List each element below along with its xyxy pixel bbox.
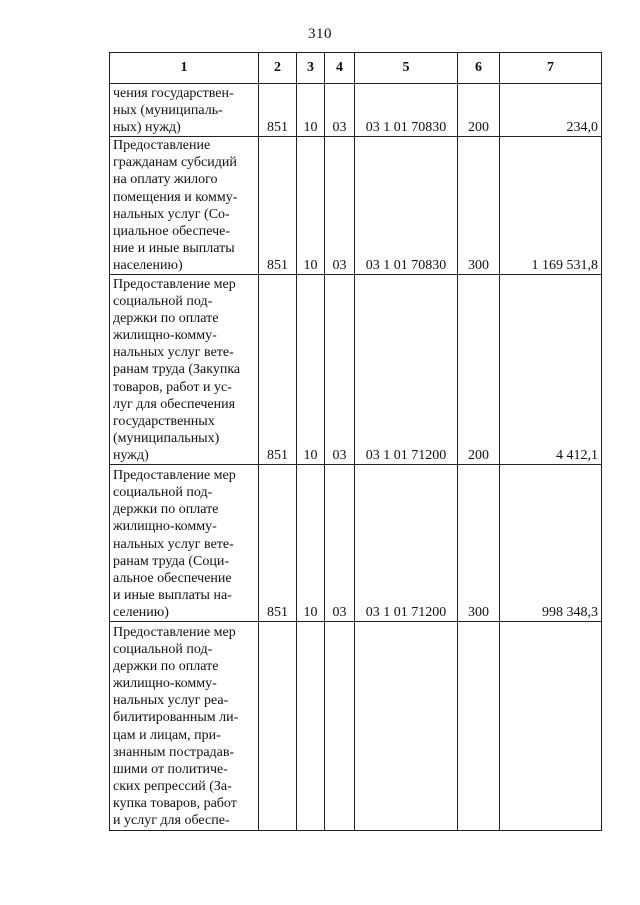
ministry-code: 851 <box>259 275 297 465</box>
description-line: луг для обеспечения <box>113 396 236 412</box>
description-line: ских репрессий (За- <box>113 778 232 794</box>
header-col-4: 4 <box>325 53 355 84</box>
description-line: Предоставление мер <box>113 468 236 484</box>
section-code <box>297 622 325 831</box>
budget-table <box>109 52 602 831</box>
description-line: цам и лицам, при- <box>113 727 221 743</box>
description-line: ранам труда (Закупка <box>113 362 241 378</box>
table-row <box>110 275 602 465</box>
expense-type-code: 300 <box>458 137 500 275</box>
description-line: чения государствен- <box>113 85 234 101</box>
header-col-7: 7 <box>500 53 602 84</box>
section-code: 10 <box>297 84 325 137</box>
description-line: помещения и комму- <box>113 189 238 205</box>
header-col-6: 6 <box>458 53 500 84</box>
description-line: Предоставление мер <box>113 276 236 292</box>
subsection-code: 03 <box>325 275 355 465</box>
description-line: циальное обеспече- <box>113 223 231 239</box>
description-line: ных) нужд) <box>113 119 181 135</box>
expense-type-code: 200 <box>458 275 500 465</box>
subsection-code: 03 <box>325 84 355 137</box>
description-line: (муниципальных) <box>113 430 220 446</box>
target-article-code: 03 1 01 70830 <box>355 84 458 137</box>
subsection-code: 03 <box>325 137 355 275</box>
amount: 998 348,3 <box>500 465 602 622</box>
description-line: на оплату жилого <box>113 172 218 188</box>
description-line: и иные выплаты на- <box>113 587 232 603</box>
description-line: нальных услуг (Со- <box>113 206 230 222</box>
table-row <box>110 465 602 622</box>
description-line: жилищно-комму- <box>113 676 217 692</box>
subsection-code <box>325 622 355 831</box>
ministry-code: 851 <box>259 137 297 275</box>
description-line: альное обеспечение <box>113 570 232 586</box>
description-line: ных (муниципаль- <box>113 102 223 118</box>
expense-type-code: 300 <box>458 465 500 622</box>
description-line: социальной под- <box>113 642 213 658</box>
description-line: и услуг для обеспе- <box>113 813 230 829</box>
table-row <box>110 622 602 831</box>
description-line: знанным пострадав- <box>113 744 235 760</box>
row-description <box>110 275 259 465</box>
section-code: 10 <box>297 137 325 275</box>
description-line: ние и иные выплаты <box>113 240 235 256</box>
description-line: держки по оплате <box>113 502 219 518</box>
description-line: нужд) <box>113 447 149 463</box>
description-line: нальных услуг вете- <box>113 345 234 361</box>
description-line: государственных <box>113 413 215 429</box>
ministry-code: 851 <box>259 84 297 137</box>
target-article-code: 03 1 01 71200 <box>355 275 458 465</box>
table-row <box>110 137 602 275</box>
ministry-code: 851 <box>259 465 297 622</box>
description-line: держки по оплате <box>113 311 219 327</box>
ministry-code <box>259 622 297 831</box>
description-line: жилищно-комму- <box>113 519 217 535</box>
amount: 4 412,1 <box>500 275 602 465</box>
description-line: нальных услуг вете- <box>113 536 234 552</box>
target-article-code <box>355 622 458 831</box>
table-body <box>110 84 602 831</box>
row-description <box>110 622 259 831</box>
expense-type-code: 200 <box>458 84 500 137</box>
header-col-5: 5 <box>355 53 458 84</box>
row-description <box>110 465 259 622</box>
subsection-code: 03 <box>325 465 355 622</box>
header-col-1: 1 <box>110 53 259 84</box>
amount: 1 169 531,8 <box>500 137 602 275</box>
description-line: товаров, работ и ус- <box>113 379 232 395</box>
header-col-3: 3 <box>297 53 325 84</box>
row-description <box>110 137 259 275</box>
description-line: социальной под- <box>113 485 213 501</box>
page-number: 310 <box>308 26 332 42</box>
description-line: билитированным ли- <box>113 710 239 726</box>
description-line: Предоставление <box>113 138 211 154</box>
description-line: селению) <box>113 604 169 620</box>
description-line: гражданам субсидий <box>113 155 237 171</box>
row-description <box>110 84 259 137</box>
description-line: нальных услуг реа- <box>113 693 229 709</box>
description-line: социальной под- <box>113 294 213 310</box>
description-line: купка товаров, работ <box>113 795 237 811</box>
section-code: 10 <box>297 275 325 465</box>
description-line: Предоставление мер <box>113 625 236 640</box>
table-header <box>110 53 602 84</box>
target-article-code: 03 1 01 71200 <box>355 465 458 622</box>
expense-type-code <box>458 622 500 831</box>
description-line: ранам труда (Соци- <box>113 553 229 569</box>
amount: 234,0 <box>500 84 602 137</box>
description-line: населению) <box>113 257 183 273</box>
description-line: жилищно-комму- <box>113 328 217 344</box>
description-line: держки по оплате <box>113 659 219 675</box>
section-code: 10 <box>297 465 325 622</box>
amount <box>500 622 602 831</box>
header-row <box>110 53 602 84</box>
description-line: шими от политиче- <box>113 761 228 777</box>
header-col-2: 2 <box>259 53 297 84</box>
table-row <box>110 84 602 137</box>
target-article-code: 03 1 01 70830 <box>355 137 458 275</box>
